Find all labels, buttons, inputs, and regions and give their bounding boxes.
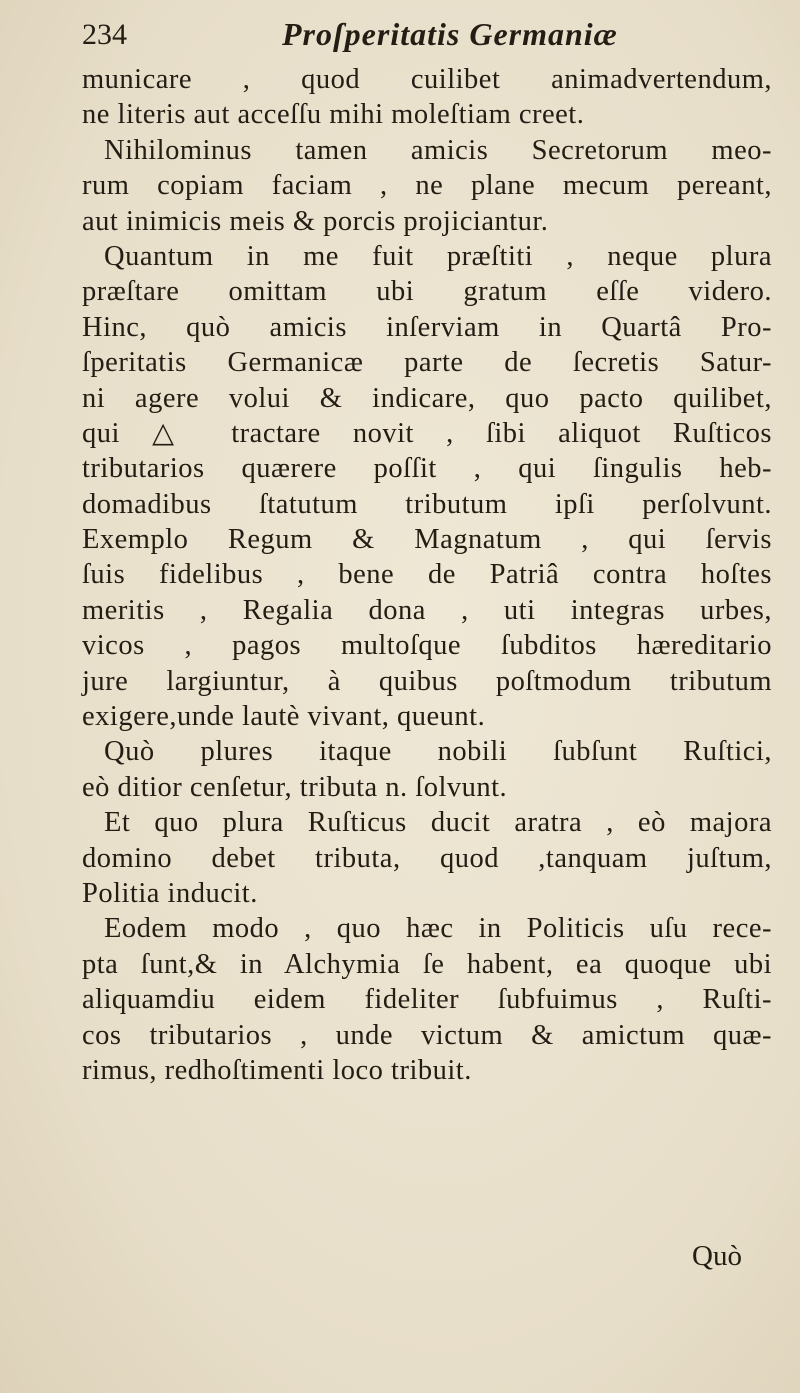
text-line: qui △ tractare novit , ſibi aliquot Ruſticos <box>82 417 772 449</box>
text-line: ne literis aut acceſſu mihi moleſtiam creet. <box>82 99 585 131</box>
text-line: Eodem modo , quo hæc in Politicis uſu rece- <box>104 913 772 945</box>
text-line: Hinc, quò amicis inſerviam in Quartâ Pro- <box>82 311 772 343</box>
text-line: ſperitatis Germanicæ parte de ſecretis Satur- <box>82 347 772 379</box>
body-text <box>82 62 772 1088</box>
text-line: rimus, redhoſtimenti loco tribuit. <box>82 1054 472 1086</box>
text-line: Et quo plura Ruſticus ducit aratra , eò majora <box>104 807 772 839</box>
text-line: cos tributarios , unde victum & amictum quæ- <box>82 1019 772 1051</box>
text-line: ſuis fidelibus , bene de Patriâ contra hoſtes <box>82 559 772 591</box>
text-line: Quantum in me fuit præſtiti , neque plura <box>104 240 772 272</box>
text-line: rum copiam faciam , ne plane mecum pereant, <box>82 170 772 202</box>
text-line: domadibus ſtatutum tributum ipſi perſolvunt. <box>82 488 772 520</box>
text-line: pta ſunt,& in Alchymia ſe habent, ea quoque ubi <box>82 948 772 980</box>
text-line: eò ditior cenſetur, tributa n. ſolvunt. <box>82 771 508 803</box>
text-line: Quò plures itaque nobili ſubſunt Ruſtici, <box>104 736 772 768</box>
page-number: 234 <box>82 18 127 51</box>
text-line: tributarios quærere poſſit , qui ſingulis heb- <box>82 453 772 485</box>
text-line: præſtare omittam ubi gratum eſſe videro. <box>82 276 772 308</box>
text-line: meritis , Regalia dona , uti integras urbes, <box>82 594 772 626</box>
text-line: Exemplo Regum & Magnatum , qui ſervis <box>82 524 772 556</box>
text-line: exigere,unde lautè vivant, queunt. <box>82 701 486 733</box>
catchword: Quò <box>692 1240 742 1272</box>
text-line: aut inimicis meis & porcis projiciantur. <box>82 205 549 237</box>
text-line: domino debet tributa, quod ,tanquam juſtum, <box>82 842 772 874</box>
text-line: ni agere volui & indicare, quo pacto quilibet, <box>82 382 772 414</box>
running-title: Proſperitatis Germaniæ <box>282 16 618 52</box>
text-line: vicos , pagos multoſque ſubditos hæreditario <box>82 630 772 662</box>
text-line: Politia inducit. <box>82 877 258 909</box>
page-header <box>82 14 702 58</box>
text-line: municare , quod cuilibet animadvertendum, <box>82 64 772 95</box>
text-line: aliquamdiu eidem fideliter ſubfuimus , Ruſti- <box>82 984 772 1016</box>
text-line: Nihilominus tamen amicis Secretorum meo- <box>104 134 772 166</box>
text-line: jure largiuntur, à quibus poſtmodum tributum <box>82 665 772 697</box>
